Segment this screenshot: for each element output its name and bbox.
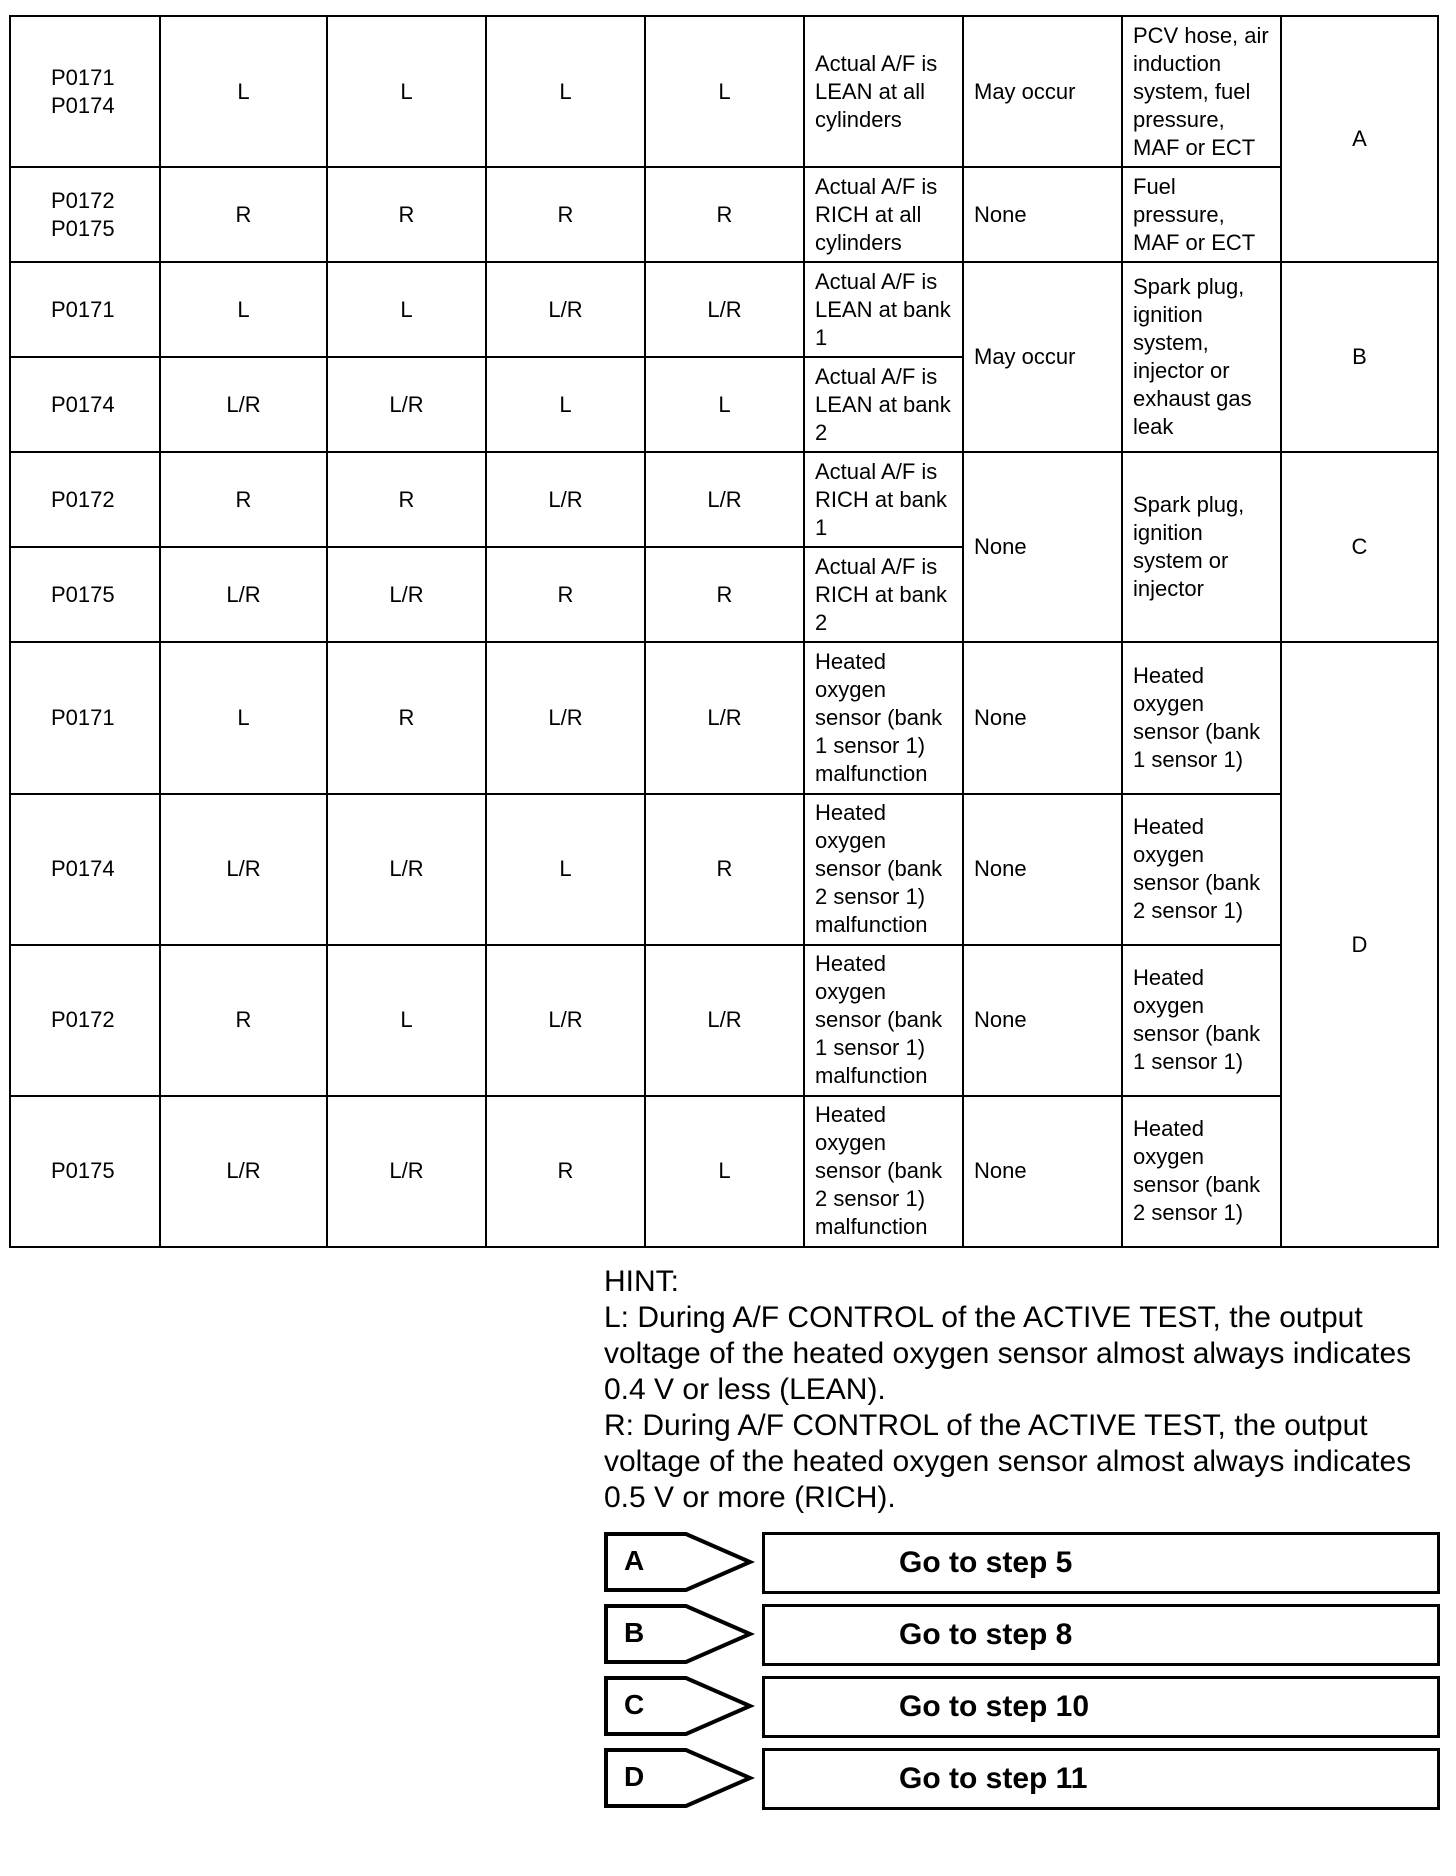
sensor-result-cell: L xyxy=(486,16,645,167)
af-condition-cell: Actual A/F is LEAN at bank 2 xyxy=(804,357,963,452)
sensor-result-cell: R xyxy=(327,452,486,547)
hint-title: HINT: xyxy=(604,1265,679,1298)
suspected-area-cell: Spark plug, ignition system, injector or exhaust gas leak xyxy=(1122,262,1281,452)
af-condition-cell: Heated oxygen sensor (bank 1 sensor 1) malfunction xyxy=(804,642,963,793)
sensor-result-cell: L/R xyxy=(645,945,804,1096)
step-row-c[interactable] xyxy=(604,1676,1440,1736)
sensor-result-cell: R xyxy=(160,167,327,262)
dtc-cell: P0175 xyxy=(10,1096,160,1247)
table-row xyxy=(10,945,1438,1096)
misfire-cell: May occur xyxy=(963,16,1122,167)
sensor-result-cell: L/R xyxy=(486,452,645,547)
sensor-result-cell: R xyxy=(327,642,486,793)
step-label: Go to step 10 xyxy=(899,1690,1090,1723)
af-condition-cell: Actual A/F is RICH at all cylinders xyxy=(804,167,963,262)
sensor-result-cell: L/R xyxy=(327,357,486,452)
step-label: Go to step 5 xyxy=(899,1546,1073,1579)
result-group-cell: A xyxy=(1281,16,1438,262)
suspected-area-cell: PCV hose, air induction system, fuel pressure, MAF or ECT xyxy=(1122,16,1281,167)
dtc-cell: P0172 xyxy=(10,452,160,547)
suspected-area-cell: Spark plug, ignition system or injector xyxy=(1122,452,1281,642)
step-tag-letter: D xyxy=(624,1761,645,1792)
step-tag-letter: B xyxy=(624,1617,645,1648)
af-condition-cell: Heated oxygen sensor (bank 1 sensor 1) malfunction xyxy=(804,945,963,1096)
sensor-result-cell: L/R xyxy=(645,642,804,793)
hint-section xyxy=(604,1264,1444,1516)
dtc-code: P0174 xyxy=(51,92,115,118)
af-condition-cell: Heated oxygen sensor (bank 2 sensor 1) malfunction xyxy=(804,794,963,945)
step-label: Go to step 11 xyxy=(899,1762,1088,1795)
sensor-result-cell: L/R xyxy=(327,794,486,945)
dtc-cell: P0172 xyxy=(10,945,160,1096)
suspected-area-cell: Heated oxygen sensor (bank 1 sensor 1) xyxy=(1122,945,1281,1096)
step-row-a[interactable] xyxy=(604,1532,1440,1592)
table-row xyxy=(10,642,1438,793)
misfire-cell: None xyxy=(963,642,1122,793)
go-to-step-8-button[interactable] xyxy=(762,1604,1440,1666)
af-condition-cell: Actual A/F is LEAN at bank 1 xyxy=(804,262,963,357)
sensor-result-cell: L/R xyxy=(327,1096,486,1247)
dtc-cell: P0171 xyxy=(10,642,160,793)
sensor-result-cell: L xyxy=(486,357,645,452)
sensor-result-cell: L/R xyxy=(645,452,804,547)
sensor-result-cell: R xyxy=(486,547,645,642)
misfire-cell: None xyxy=(963,794,1122,945)
sensor-result-cell: L xyxy=(160,16,327,167)
result-group-cell: B xyxy=(1281,262,1438,452)
sensor-result-cell: R xyxy=(160,945,327,1096)
sensor-result-cell: L xyxy=(327,945,486,1096)
suspected-area-cell: Fuel pressure, MAF or ECT xyxy=(1122,167,1281,262)
table-row xyxy=(10,1096,1438,1247)
af-condition-cell: Heated oxygen sensor (bank 2 sensor 1) malfunction xyxy=(804,1096,963,1247)
sensor-result-cell: L xyxy=(645,1096,804,1247)
sensor-result-cell: L xyxy=(160,642,327,793)
sensor-result-cell: L/R xyxy=(486,262,645,357)
dtc-cell: P0174 xyxy=(10,357,160,452)
go-to-step-11-button[interactable] xyxy=(762,1748,1440,1810)
hint-l-text: L: During A/F CONTROL of the ACTIVE TEST, the output voltage of the heated oxygen sensor almost always indicates 0.4 V or less (LEAN). xyxy=(604,1301,1412,1406)
sensor-result-cell: L xyxy=(327,262,486,357)
misfire-cell: None xyxy=(963,1096,1122,1247)
dtc-cell: P0171 xyxy=(10,262,160,357)
sensor-result-cell: R xyxy=(486,167,645,262)
af-condition-cell: Actual A/F is RICH at bank 1 xyxy=(804,452,963,547)
misfire-cell: None xyxy=(963,945,1122,1096)
suspected-area-cell: Heated oxygen sensor (bank 2 sensor 1) xyxy=(1122,1096,1281,1247)
af-condition-cell: Actual A/F is RICH at bank 2 xyxy=(804,547,963,642)
step-tag-letter: A xyxy=(624,1545,645,1576)
step-label: Go to step 8 xyxy=(899,1618,1073,1651)
sensor-result-cell: L/R xyxy=(160,547,327,642)
sensor-result-cell: L/R xyxy=(486,945,645,1096)
step-row-d[interactable] xyxy=(604,1748,1440,1808)
table-row xyxy=(10,452,1438,547)
go-to-step-10-button[interactable] xyxy=(762,1676,1440,1738)
table-row xyxy=(10,167,1438,262)
dtc-code: P0172 xyxy=(51,187,115,213)
sensor-result-cell: L/R xyxy=(160,794,327,945)
sensor-result-cell: L xyxy=(486,794,645,945)
step-row-b[interactable] xyxy=(604,1604,1440,1664)
dtc-cell xyxy=(10,16,160,167)
sensor-result-cell: L/R xyxy=(327,547,486,642)
dtc-cell: P0175 xyxy=(10,547,160,642)
diagnosis-table xyxy=(9,15,1439,1248)
sensor-result-cell: R xyxy=(327,167,486,262)
af-condition-cell: Actual A/F is LEAN at all cylinders xyxy=(804,16,963,167)
misfire-cell: May occur xyxy=(963,262,1122,452)
step-tag-letter: C xyxy=(624,1689,645,1720)
dtc-cell: P0174 xyxy=(10,794,160,945)
misfire-cell: None xyxy=(963,452,1122,642)
hint-r-text: R: During A/F CONTROL of the ACTIVE TEST, the output voltage of the heated oxygen sensor almost always indicates 0.5 V or more (RICH). xyxy=(604,1409,1412,1514)
result-group-cell: D xyxy=(1281,642,1438,1247)
table-row xyxy=(10,262,1438,357)
dtc-code: P0171 xyxy=(51,64,115,90)
sensor-result-cell: L xyxy=(645,16,804,167)
result-group-cell: C xyxy=(1281,452,1438,642)
sensor-result-cell: L/R xyxy=(645,262,804,357)
sensor-result-cell: L xyxy=(645,357,804,452)
table-row xyxy=(10,16,1438,167)
misfire-cell: None xyxy=(963,167,1122,262)
sensor-result-cell: L xyxy=(327,16,486,167)
table-row xyxy=(10,794,1438,945)
sensor-result-cell: R xyxy=(486,1096,645,1247)
go-to-step-5-button[interactable] xyxy=(762,1532,1440,1594)
suspected-area-cell: Heated oxygen sensor (bank 2 sensor 1) xyxy=(1122,794,1281,945)
suspected-area-cell: Heated oxygen sensor (bank 1 sensor 1) xyxy=(1122,642,1281,793)
sensor-result-cell: R xyxy=(160,452,327,547)
dtc-code: P0175 xyxy=(51,215,115,241)
sensor-result-cell: L/R xyxy=(160,357,327,452)
sensor-result-cell: R xyxy=(645,794,804,945)
sensor-result-cell: L/R xyxy=(486,642,645,793)
sensor-result-cell: L/R xyxy=(160,1096,327,1247)
sensor-result-cell: R xyxy=(645,167,804,262)
sensor-result-cell: R xyxy=(645,547,804,642)
dtc-cell xyxy=(10,167,160,262)
sensor-result-cell: L xyxy=(160,262,327,357)
